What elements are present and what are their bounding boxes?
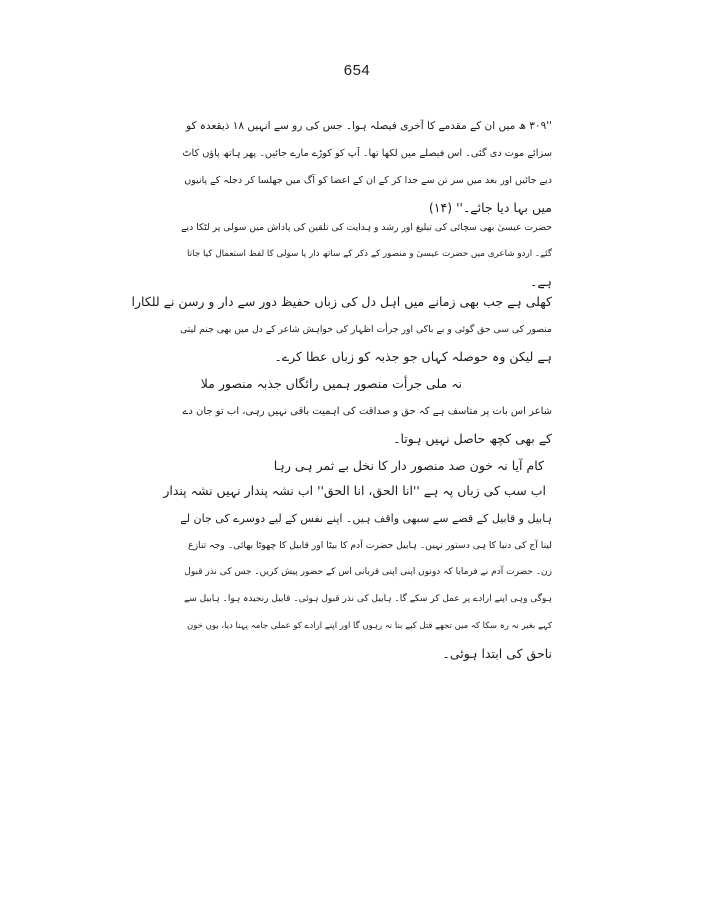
text-line: ہے۔ — [530, 274, 552, 289]
text-line: کہے بغیر نہ رہ سکا کہ میں تجھے قتل کیے بنا نہ رہوں گا اور اپنے ارادے کو عملی جامہ پہنا دیا، یوں خون — [187, 621, 552, 631]
text-line: حضرت عیسیٰ بھی سچائی کی تبلیغ اور رشد و ہدایت کی تلقین کی پاداش میں سولی پر لٹکا دیے — [181, 222, 552, 233]
couplet-anal-haq — [139, 477, 546, 504]
text-line: منصور کی سی حق گوئی و بے باکی اور جرأت اظہار کی خواہش شاعر کے دل میں بھی جنم لیتی — [180, 324, 552, 335]
couplet-half: کھلی ہے جب بھی زمانے میں اہل دل کی زباں — [314, 294, 552, 309]
paragraph-mansur-verdict — [180, 113, 552, 221]
couplet-raigan — [177, 370, 462, 397]
couplet-kaam-aaya — [250, 452, 544, 479]
text-line: میں بہا دیا جائے۔'' (۱۴) — [428, 200, 552, 215]
text-line: ناحق کی ابتدا ہوئی۔ — [442, 646, 552, 661]
couplet-half: اب نشہ پندار نہیں نشہ پندار — [163, 483, 314, 498]
text-line: زن۔ حضرت آدم نے فرمایا کہ دونوں اپنی اپنی قربانی اس کے حضور پیش کریں۔ جس کی نذر قبول — [184, 567, 552, 577]
page-number: 654 — [343, 62, 371, 79]
text-line: ہابیل و قابیل کے قصے سے سبھی واقف ہیں۔ اپنے نفس کے لیے دوسرے کی جان لے — [180, 512, 552, 525]
text-line: شاعر اس بات پر متاسف ہے کہ حق و صداقت کی اہمیت باقی نہیں رہی، اب تو جان دے — [182, 406, 552, 417]
text-line: ہوگی وہی اپنے ارادے پر عمل کر سکے گا۔ ہابیل کی نذر قبول ہوئی۔ قابیل رنجیدہ ہوا۔ ہابیل سے — [184, 594, 552, 604]
text-line: دیے جائیں اور بعد میں سر تن سے جدا کر کے ان کے اعضا کو آگ میں جھلسا کر دجلہ کے پانیوں — [184, 175, 552, 186]
text-line: لینا آج کی دنیا کا ہی دستور نہیں۔ ہابیل حضرت آدم کا بیٹا اور قابیل کا چھوٹا بھائی۔ وجہ تنازع — [188, 540, 552, 551]
text-line: سزائے موت دی گئی۔ اس فیصلے میں لکھا تھا۔ آپ کو کوڑے مارے جائیں۔ پھر ہاتھ پاؤں کاٹ — [182, 148, 552, 159]
paragraph-mansur-courage — [180, 316, 552, 370]
couplet-hafeez — [108, 288, 552, 315]
couplet-half: نہ ملی جرأت منصور ہمیں — [322, 376, 462, 391]
couplet-half: رائگاں جذبہ منصور ملا — [200, 376, 319, 391]
couplet-half: حفیظ دور سے دار و رسن نے للکارا — [131, 294, 311, 309]
paragraph-isa — [180, 214, 552, 295]
text-line: ''۳۰۹ ھ میں ان کے مقدمے کا آخری فیصلہ ہوا۔ جس کی رو سے انہیں ۱۸ ذیقعدہ کو — [186, 120, 552, 132]
paragraph-poet-regret — [180, 398, 552, 452]
text-line: ہے لیکن وہ حوصلہ کہاں جو جذبہ کو زباں عطا کرے۔ — [274, 349, 552, 364]
text-line: کے بھی کچھ حاصل نہیں ہوتا۔ — [393, 431, 552, 446]
couplet-half: کام آیا نہ خون صد منصور — [410, 458, 544, 473]
text-line: گئے۔ اردو شاعری میں حضرت عیسیٰ و منصور کے ذکر کے ساتھ دار یا سولی کا لفظ استعمال کیا جاتا — [187, 249, 552, 259]
couplet-half: دار کا نخل بے ثمر ہی رہا — [273, 458, 407, 473]
couplet-half: اب سب کی زباں پہ ہے ''انا الحق، انا الحق'' — [317, 483, 546, 498]
paragraph-habil-qabil — [180, 505, 552, 667]
